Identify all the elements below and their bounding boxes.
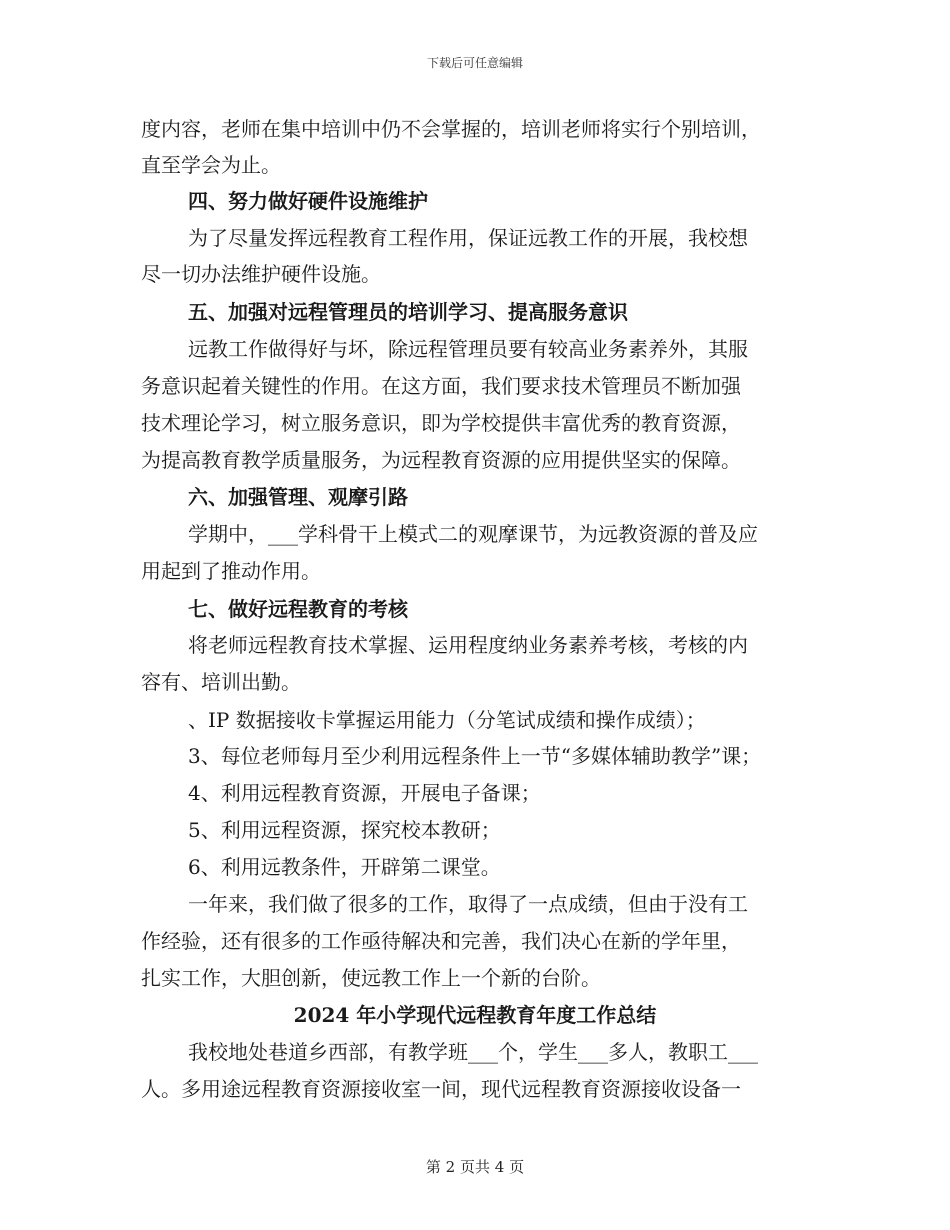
document-title: 2024 年小学现代远程教育年度工作总结 (293, 1003, 657, 1027)
list-item: 4、利用远程教育资源，开展电子备课； (188, 781, 541, 805)
body-line: 我校地处巷道乡西部，有教学班___个，学生___多人，教职工___ (188, 1040, 758, 1064)
body-line: 尽一切办法维护硬件设施。 (141, 262, 381, 286)
body-line: 将老师远程教育技术掌握、运用程度纳业务素养考核，考核的内 (188, 633, 748, 657)
body-line: 扎实工作，大胆创新，使远教工作上一个新的台阶。 (141, 966, 601, 990)
body-line: 为提高教育教学质量服务，为远程教育资源的应用提供坚实的保障。 (141, 448, 741, 472)
body-line: 学期中，___学科骨干上模式二的观摩课节，为远教资源的普及应 (188, 522, 758, 546)
body-line: 用起到了推动作用。 (141, 559, 321, 583)
body-line: 一年来，我们做了很多的工作，取得了一点成绩，但由于没有工 (188, 892, 748, 916)
section-heading: 七、做好远程教育的考核 (188, 597, 408, 621)
section-heading: 四、努力做好硬件设施维护 (188, 189, 428, 213)
body-line: 度内容，老师在集中培训中仍不会掌握的，培训老师将实行个别培训， (141, 117, 761, 141)
list-item: 3、每位老师每月至少利用远程条件上一节“多媒体辅助教学”课； (188, 744, 762, 768)
section-heading: 五、加强对远程管理员的培训学习、提高服务意识 (188, 300, 628, 324)
body-line: 作经验，还有很多的工作亟待解决和完善，我们决心在新的学年里， (141, 929, 741, 953)
body-line: 务意识起着关键性的作用。在这方面，我们要求技术管理员不断加强 (141, 374, 741, 398)
list-item: 5、利用远程资源，探究校本教研； (188, 818, 501, 842)
body-line: 技术理论学习，树立服务意识，即为学校提供丰富优秀的教育资源， (141, 411, 741, 435)
page-header: 下载后可任意编辑 (426, 56, 523, 70)
list-item: 6、利用远教条件，开辟第二课堂。 (188, 855, 501, 879)
body-line: 远教工作做得好与坏，除远程管理员要有较高业务素养外，其服 (188, 337, 748, 361)
page-footer: 第 2 页共 4 页 (425, 1158, 525, 1176)
body-line: 为了尽量发挥远程教育工程作用，保证远教工作的开展，我校想 (188, 226, 748, 250)
body-line: 直至学会为止。 (141, 153, 281, 177)
body-line: 人。多用途远程教育资源接收室一间，现代远程教育资源接收设备一 (141, 1077, 741, 1101)
list-item: 、IP 数据接收卡掌握运用能力（分笔试成绩和操作成绩）； (188, 708, 706, 732)
body-line: 容有、培训出勤。 (141, 670, 301, 694)
section-heading: 六、加强管理、观摩引路 (188, 485, 408, 509)
